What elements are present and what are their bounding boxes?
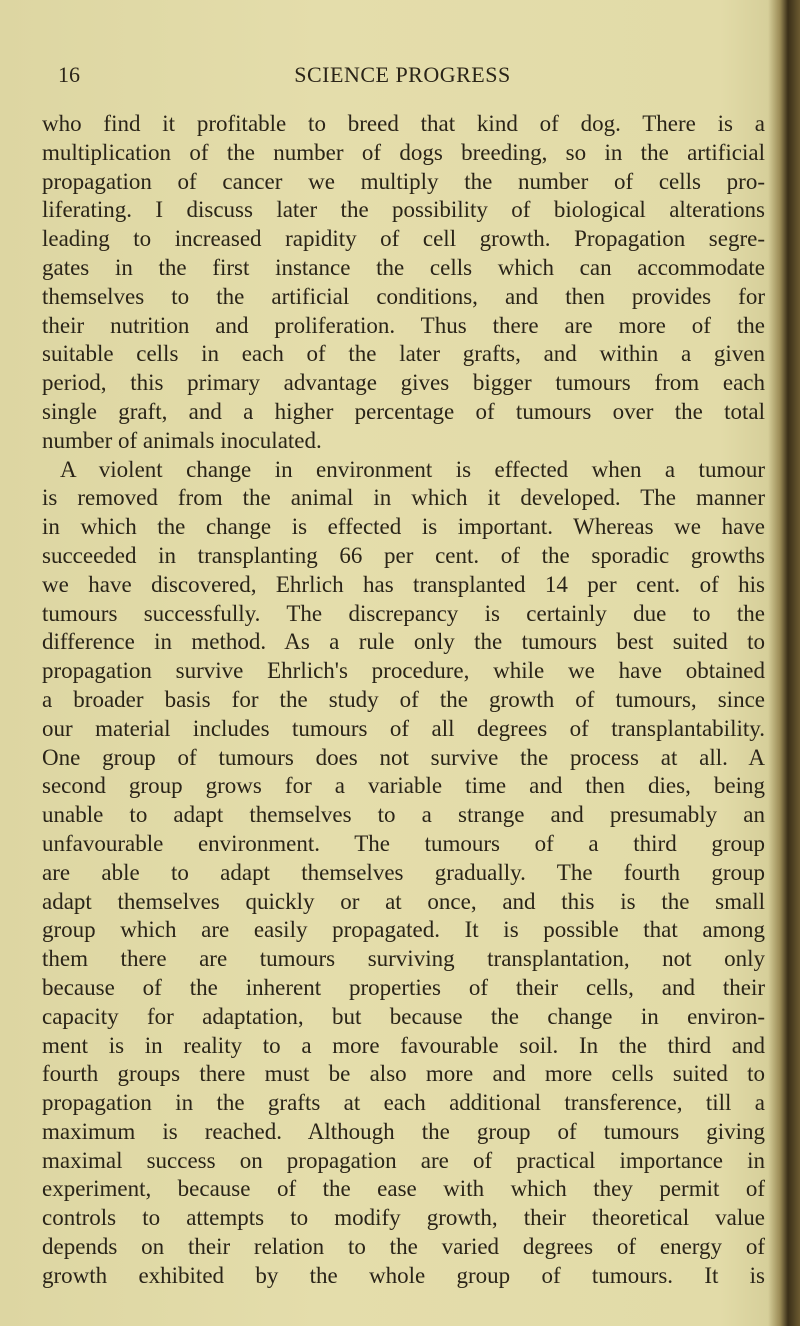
text-line: capacity for adaptation, but because the change in environ- [42, 1003, 765, 1029]
text-line: experiment, because of the ease with which they permit of [42, 1176, 765, 1202]
text-line: growth exhibited by the whole group of tumours. It is [42, 1262, 765, 1288]
text-line: is removed from the animal in which it developed. The manner [42, 485, 765, 511]
text-line: maximum is reached. Although the group of tumours giving [42, 1118, 765, 1144]
text-line: number of animals inoculated. [42, 427, 322, 453]
text-line: them there are tumours surviving transplantation, not only [42, 946, 765, 972]
text-line: unfavourable environment. The tumours of a third group [42, 830, 765, 856]
text-line: leading to increased rapidity of cell growth. Propagation segre- [42, 226, 765, 252]
text-line: A violent change in environment is effected when a tumour [60, 456, 765, 482]
text-line: unable to adapt themselves to a strange and presumably an [42, 802, 765, 828]
text-line: fourth groups there must be also more and more cells suited to [42, 1061, 765, 1087]
text-line: propagation in the grafts at each additional transference, till a [42, 1090, 765, 1116]
text-line: second group grows for a variable time and then dies, being [42, 773, 765, 799]
text-line: suitable cells in each of the later grafts, and within a given [42, 341, 765, 367]
text-line: controls to attempts to modify growth, their theoretical value [42, 1205, 765, 1231]
text-line: adapt themselves quickly or at once, and this is the small [42, 888, 765, 914]
text-line: group which are easily propagated. It is possible that among [42, 917, 765, 943]
text-line: our material includes tumours of all degrees of transplantability. [42, 715, 765, 741]
page-header [40, 62, 765, 92]
text-line: tumours successfully. The discrepancy is certainly due to the [42, 600, 765, 626]
text-line: succeeded in transplanting 66 per cent. of the sporadic growths [42, 542, 765, 568]
text-line: propagation survive Ehrlich's procedure, while we have obtained [42, 658, 765, 684]
text-line: because of the inherent properties of their cells, and their [42, 974, 765, 1000]
text-line: depends on their relation to the varied degrees of energy of [42, 1234, 765, 1260]
text-line: their nutrition and proliferation. Thus there are more of the [42, 312, 765, 338]
text-line: single graft, and a higher percentage of tumours over the total [42, 398, 765, 424]
text-line: who find it profitable to breed that kind of dog. There is a [42, 111, 765, 136]
running-title: SCIENCE PROGRESS [294, 62, 511, 87]
text-line: liferating. I discuss later the possibility of biological alterations [42, 197, 765, 223]
text-line: we have discovered, Ehrlich has transplanted 14 per cent. of his [42, 571, 765, 597]
text-line: period, this primary advantage gives bigger tumours from each [42, 370, 765, 396]
text-line: a broader basis for the study of the growth of tumours, since [42, 686, 765, 712]
text-line: gates in the first instance the cells which can accommodate [42, 254, 765, 280]
text-line: multiplication of the number of dogs breeding, so in the artificial [42, 139, 765, 165]
text-line: propagation of cancer we multiply the number of cells pro- [42, 168, 765, 194]
text-line: maximal success on propagation are of practical importance in [42, 1147, 765, 1173]
text-line: difference in method. As a rule only the tumours best suited to [42, 629, 765, 655]
text-line: ment is in reality to a more favourable soil. In the third and [42, 1032, 765, 1058]
text-line: One group of tumours does not survive the process at all. A [42, 744, 765, 770]
text-line: in which the change is effected is important. Whereas we have [42, 514, 765, 540]
page-number: 16 [58, 62, 80, 87]
text-line: themselves to the artificial conditions, and then provides for [42, 283, 765, 309]
body-text [42, 110, 765, 1291]
text-line: are able to adapt themselves gradually. The fourth group [42, 859, 765, 885]
